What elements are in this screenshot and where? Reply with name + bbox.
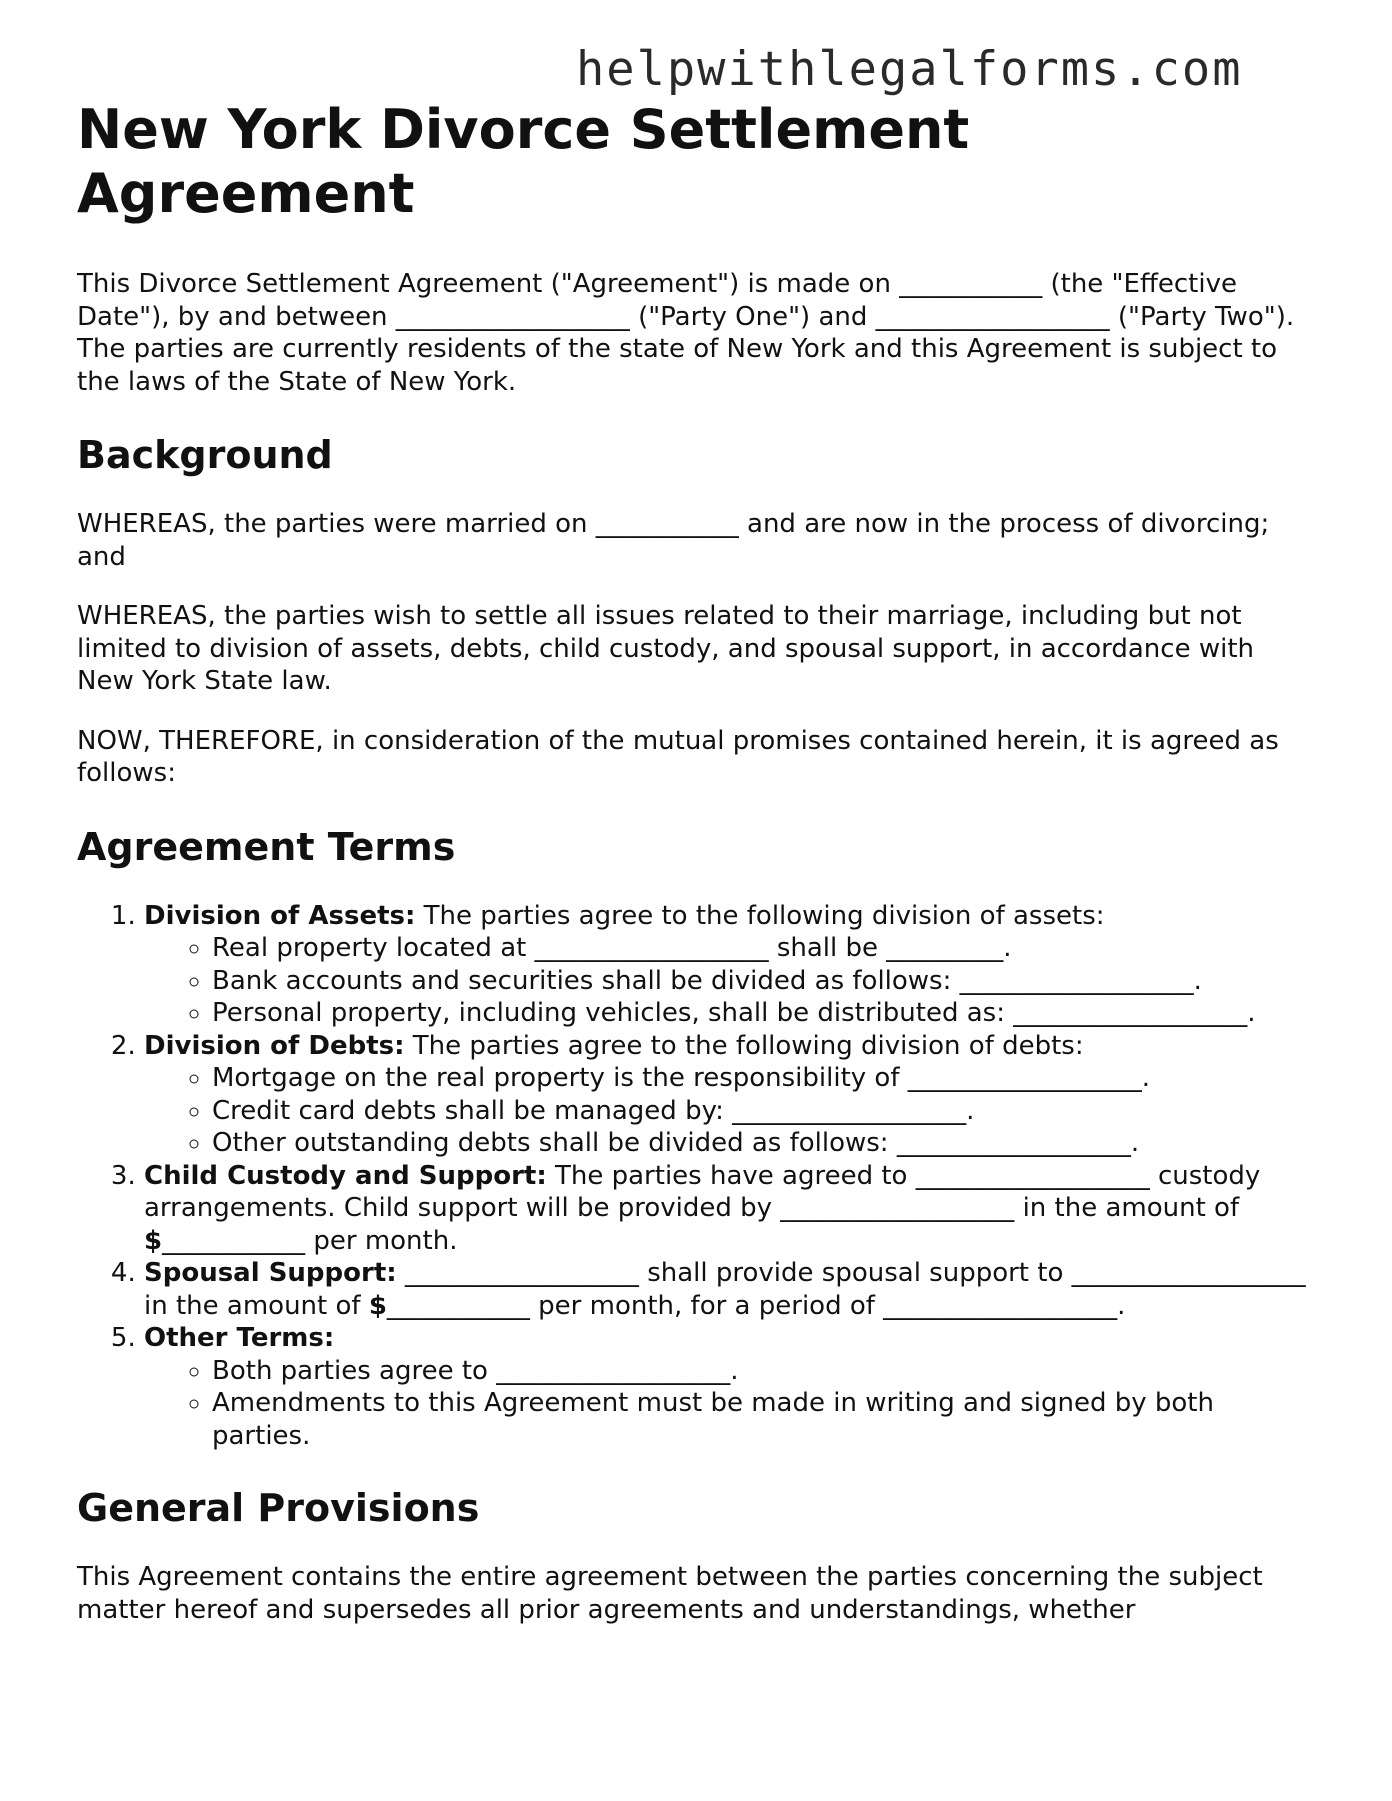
term-text: ___________ per month, for a period of __________________. [386, 1290, 1126, 1321]
dollar-sign: $ [368, 1290, 387, 1321]
sub-list [144, 1062, 1317, 1160]
background-paragraph-3: NOW, THEREFORE, in consideration of the mutual promises contained herein, it is agreed as follows: [77, 725, 1279, 788]
term-label: Division of Assets: [144, 900, 416, 931]
intro-paragraph: This Divorce Settlement Agreement ("Agreement") is made on ___________ (the "Effective Date"), by and between __________________ ("Party One") and __________________ ("Party Two"). The parties are currently residents of the state of New York and this Agreement is subject to the laws of the State of New York. [77, 269, 1295, 397]
general-provisions-heading: General Provisions [77, 1486, 480, 1530]
dollar-sign: $ [144, 1225, 163, 1256]
list-item: ◦ Amendments to this Agreement must be made in writing and signed by both parties. [212, 1387, 1317, 1452]
term-child-custody [144, 1160, 1317, 1258]
term-text: The parties agree to the following division of debts: [404, 1030, 1084, 1061]
list-item: ◦ Other outstanding debts shall be divided as follows: __________________. [212, 1127, 1317, 1160]
term-division-of-assets [144, 900, 1317, 1030]
watermark: helpwithlegalforms.com [576, 42, 1243, 97]
sub-list [144, 932, 1317, 1030]
list-item: ◦ Personal property, including vehicles, shall be distributed as: __________________. [212, 997, 1317, 1030]
term-text: The parties agree to the following division of assets: [415, 900, 1105, 931]
term-label: Child Custody and Support: [144, 1160, 547, 1191]
sub-list [144, 1355, 1317, 1453]
term-text: The parties have agreed to __________________ custody arrangements. Child support will be provided by __________________ in the amount of [144, 1160, 1261, 1223]
term-division-of-debts [144, 1030, 1317, 1160]
list-item: ◦ Real property located at __________________ shall be _________. [212, 932, 1317, 965]
terms-heading: Agreement Terms [77, 824, 456, 869]
document [77, 98, 1317, 1653]
term-spousal-support [144, 1257, 1317, 1322]
term-other [144, 1322, 1317, 1452]
background-heading: Background [77, 433, 333, 477]
term-label: Other Terms: [144, 1323, 335, 1353]
term-text: ___________ per month. [162, 1225, 458, 1256]
list-item: ◦ Bank accounts and securities shall be divided as follows: __________________. [212, 965, 1317, 998]
general-paragraph-1: This Agreement contains the entire agreement between the parties concerning the subject matter hereof and supersedes all prior agreements and understandings, whether [77, 1562, 1263, 1625]
list-item: ◦ Both parties agree to __________________. [212, 1355, 1317, 1388]
list-item: ◦ Credit card debts shall be managed by: __________________. [212, 1095, 1317, 1128]
background-paragraph-2: WHEREAS, the parties wish to settle all issues related to their marriage, including but not limited to division of assets, debts, child custody, and spousal support, in accordance with New York State law. [77, 601, 1254, 696]
page-title: New York Divorce Settlement Agreement [77, 98, 970, 225]
term-label: Division of Debts: [144, 1030, 405, 1061]
list-item: ◦ Mortgage on the real property is the responsibility of __________________. [212, 1062, 1317, 1095]
term-label: Spousal Support: [144, 1258, 397, 1288]
terms-list [77, 900, 1317, 1453]
term-text: __________________ shall provide spousal support to __________________ in the amount of [144, 1258, 1306, 1321]
background-paragraph-1: WHEREAS, the parties were married on ___________ and are now in the process of divorcing; and [77, 509, 1270, 572]
